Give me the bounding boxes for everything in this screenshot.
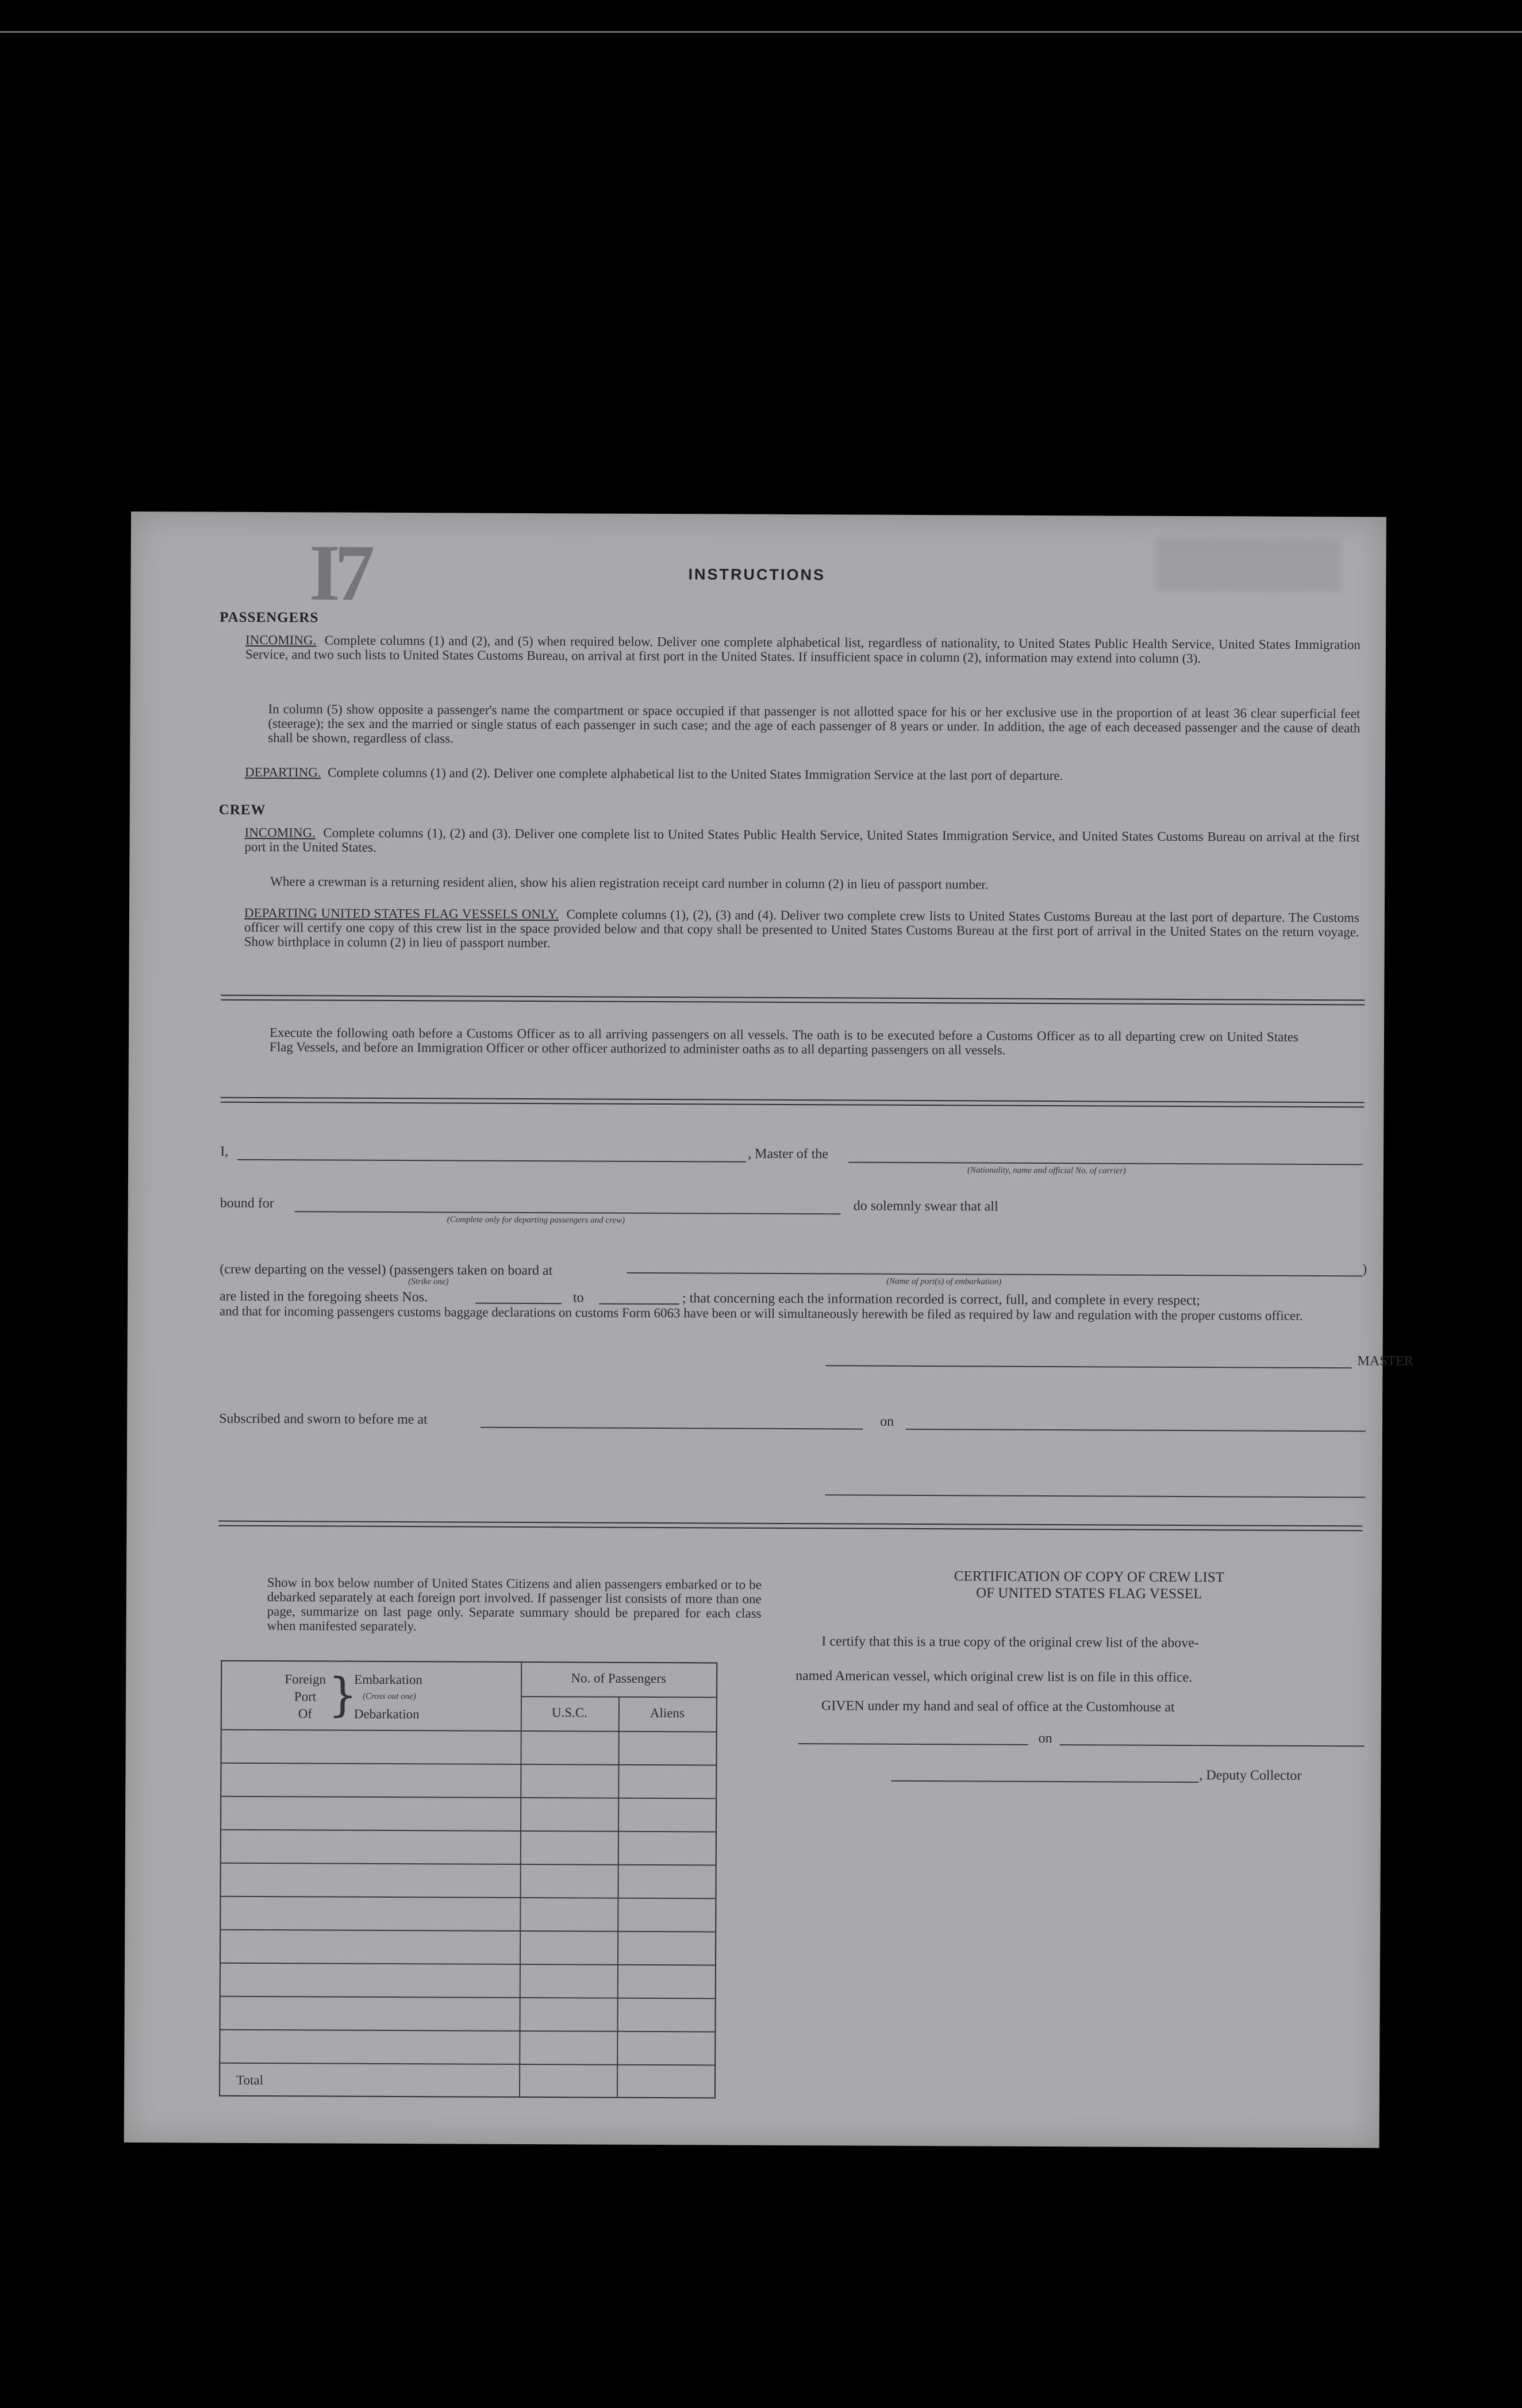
total-label: Total [236,2072,264,2088]
passengers-heading: PASSENGERS [220,609,319,626]
crew-incoming-text: Complete columns (1), (2) and (3). Deliver one complete list to United States Public Health Service, United States Immigration Service, and United States Customs Bureau on arrival at the first port in the United States. [244,825,1360,855]
col-port: Port [294,1689,317,1704]
carrier-field[interactable] [848,1161,1363,1165]
crew-departing-label-text: (crew departing on the vessel) (passengers taken on board at [220,1261,553,1279]
certification-title-1: CERTIFICATION OF COPY OF CREW LIST [954,1568,1225,1586]
certification-title-2: OF UNITED STATES FLAG VESSEL [976,1585,1202,1602]
table-row [220,2029,714,2033]
table-row [221,1963,715,1966]
sheet-to-field[interactable] [599,1303,679,1305]
section-divider [221,1097,1365,1108]
passengers-column5-paragraph: In column (5) show opposite a passenger's name the compartment or space occupied if that passenger is not allotted space for his or her exclusive use in the proportion of at least 36 clear superficial feet (steerage); the sex and the married or single status of each passenger in such case; and the age of each passenger of 8 years or under. In addition, the age of each deceased passenger and the cause of death shall be shown, regardless of class. [268,702,1360,746]
passenger-summary-table [219,1660,717,2099]
table-row [221,1863,716,1866]
sworn-on-label: on [880,1414,894,1429]
passengers-departing-label: DEPARTING. [244,764,321,780]
certification-text-3: GIVEN under my hand and seal of office at the Customhouse at [821,1698,1175,1715]
crew-incoming-label: INCOMING. [244,825,316,840]
table-row [221,1829,716,1833]
certification-text-2: named American vessel, which original crew list is on file in this office. [795,1668,1193,1686]
ports-caption: (Name of port(s) of embarkation) [886,1276,1002,1287]
stamp-mark: I7 [309,528,370,618]
strike-one-caption: (Strike one) [408,1277,449,1287]
master-label: MASTER [1357,1353,1413,1369]
bound-for-caption: (Complete only for departing passengers and crew) [447,1215,625,1225]
brace-glyph: } [328,1668,358,1722]
swear-label: do solemnly swear that all [853,1198,998,1214]
crew-incoming-paragraph [244,825,1359,859]
customhouse-field[interactable] [798,1743,1028,1745]
close-paren: ) [1362,1261,1367,1277]
certification-text-1: I certify that this is a true copy of the original crew list of the above- [821,1634,1199,1651]
summary-instruction: Show in box below number of United States Citizens and alien passengers embarked or to be debarked separately at each foreign port involved. If passenger list consists of more than one page, summarize on last page only. Separate summary should be prepared for each class when manifested separately. [267,1575,762,1634]
oath-instruction: Execute the following oath before a Customs Officer as to all arriving passengers on all vessels. The oath is to be executed before a Customs Officer as to all departing crew on United States Flag Vessels, and before an Immigration Officer or other officer authorized to administer oaths as to all departing passengers on all vessels. [269,1025,1299,1057]
form-sheet [124,511,1413,2148]
bound-for-field[interactable] [295,1211,841,1214]
deputy-collector-label: , Deputy Collector [1199,1768,1302,1783]
listed-text-1: are listed in the foregoing sheets Nos. [219,1288,428,1305]
bleed-through-smudge [1156,539,1340,591]
col-usc: U.S.C. [551,1705,587,1720]
subscribed-label: Subscribed and sworn to before me at [219,1411,428,1428]
master-signature-field[interactable] [826,1365,1352,1368]
deputy-signature-field[interactable] [891,1780,1198,1783]
bound-for-label: bound for [220,1195,274,1211]
certification-date-field[interactable] [1060,1744,1365,1747]
table-row [221,1929,715,1933]
carrier-caption: (Nationality, name and official No. of carrier) [967,1165,1126,1176]
crew-departing-label: DEPARTING UNITED STATES FLAG VESSELS ONLY. [244,905,559,922]
col-embarkation: Embarkation [354,1672,422,1687]
sworn-date-field[interactable] [906,1429,1366,1432]
section-divider [218,1521,1362,1532]
table-row [221,1896,715,1899]
scan-top-edge [0,31,1522,33]
certification-on-label: on [1038,1730,1052,1747]
listed-text-3: and that for incoming passengers customs baggage declarations on customs Form 6063 have been or will simultaneously herewith be filed as required by law and regulation with the proper customs officer. [219,1303,1303,1323]
crew-heading: CREW [218,802,266,818]
table-row [221,1796,716,1799]
embarkation-ports-field[interactable] [627,1272,1362,1277]
section-divider [221,995,1365,1006]
table-row [221,1996,715,1999]
passengers-incoming-text: Complete columns (1) and (2), and (5) when required below. Deliver one complete alphabetical list, regardless of nationality, to United States Public Health Service, United States Immigration Service, and two such lists to United States Customs Bureau, on arrival at first port in the United States. If insufficient space in column (2), information may extend into column (3). [245,633,1361,666]
oath-i-label: I, [220,1144,229,1159]
col-foreign: Foreign [285,1672,326,1687]
crew-departing-text: Complete columns (1), (2), (3) and (4). Deliver two complete crew lists to United States Customs Bureau at the last port of departure. The Customs officer will certify one copy of this crew list in the space provided below and that copy shall be presented to United States Customs Bureau at the first port of arrival in the United States on the return voyage. Show birthplace in column (2) in lieu of passport number. [244,907,1360,951]
listed-text-2: ; that concerning each the information recorded is correct, full, and complete in every respect; [682,1291,1201,1309]
listed-to-label: to [572,1290,584,1306]
passengers-incoming-label: INCOMING. [245,632,317,648]
table-row [221,1763,716,1766]
passengers-incoming-paragraph [245,633,1360,666]
page-title: INSTRUCTIONS [688,566,826,584]
table-header-rule [222,1729,716,1733]
table-row [220,2063,714,2066]
col-debarkation: Debarkation [353,1706,420,1722]
col-passengers: No. of Passengers [571,1671,666,1686]
passengers-departing-paragraph [245,765,1371,784]
crew-resident-paragraph: Where a crewman is a returning resident alien, show his alien registration receipt card number in column (2) in lieu of passport number. [270,874,989,892]
master-of-label: , Master of the [748,1146,829,1162]
col-cross-out: (Cross out one) [362,1691,416,1702]
crew-departing-paragraph [244,906,1359,953]
master-name-field[interactable] [237,1159,746,1163]
sheet-from-field[interactable] [475,1303,562,1305]
officer-signature-field[interactable] [825,1494,1366,1498]
sworn-at-field[interactable] [481,1427,863,1430]
col-aliens: Aliens [649,1705,685,1721]
passengers-departing-text: Complete columns (1) and (2). Deliver one complete alphabetical list to the United States Immigration Service at the last port of departure. [328,765,1063,783]
col-of: Of [298,1706,313,1721]
